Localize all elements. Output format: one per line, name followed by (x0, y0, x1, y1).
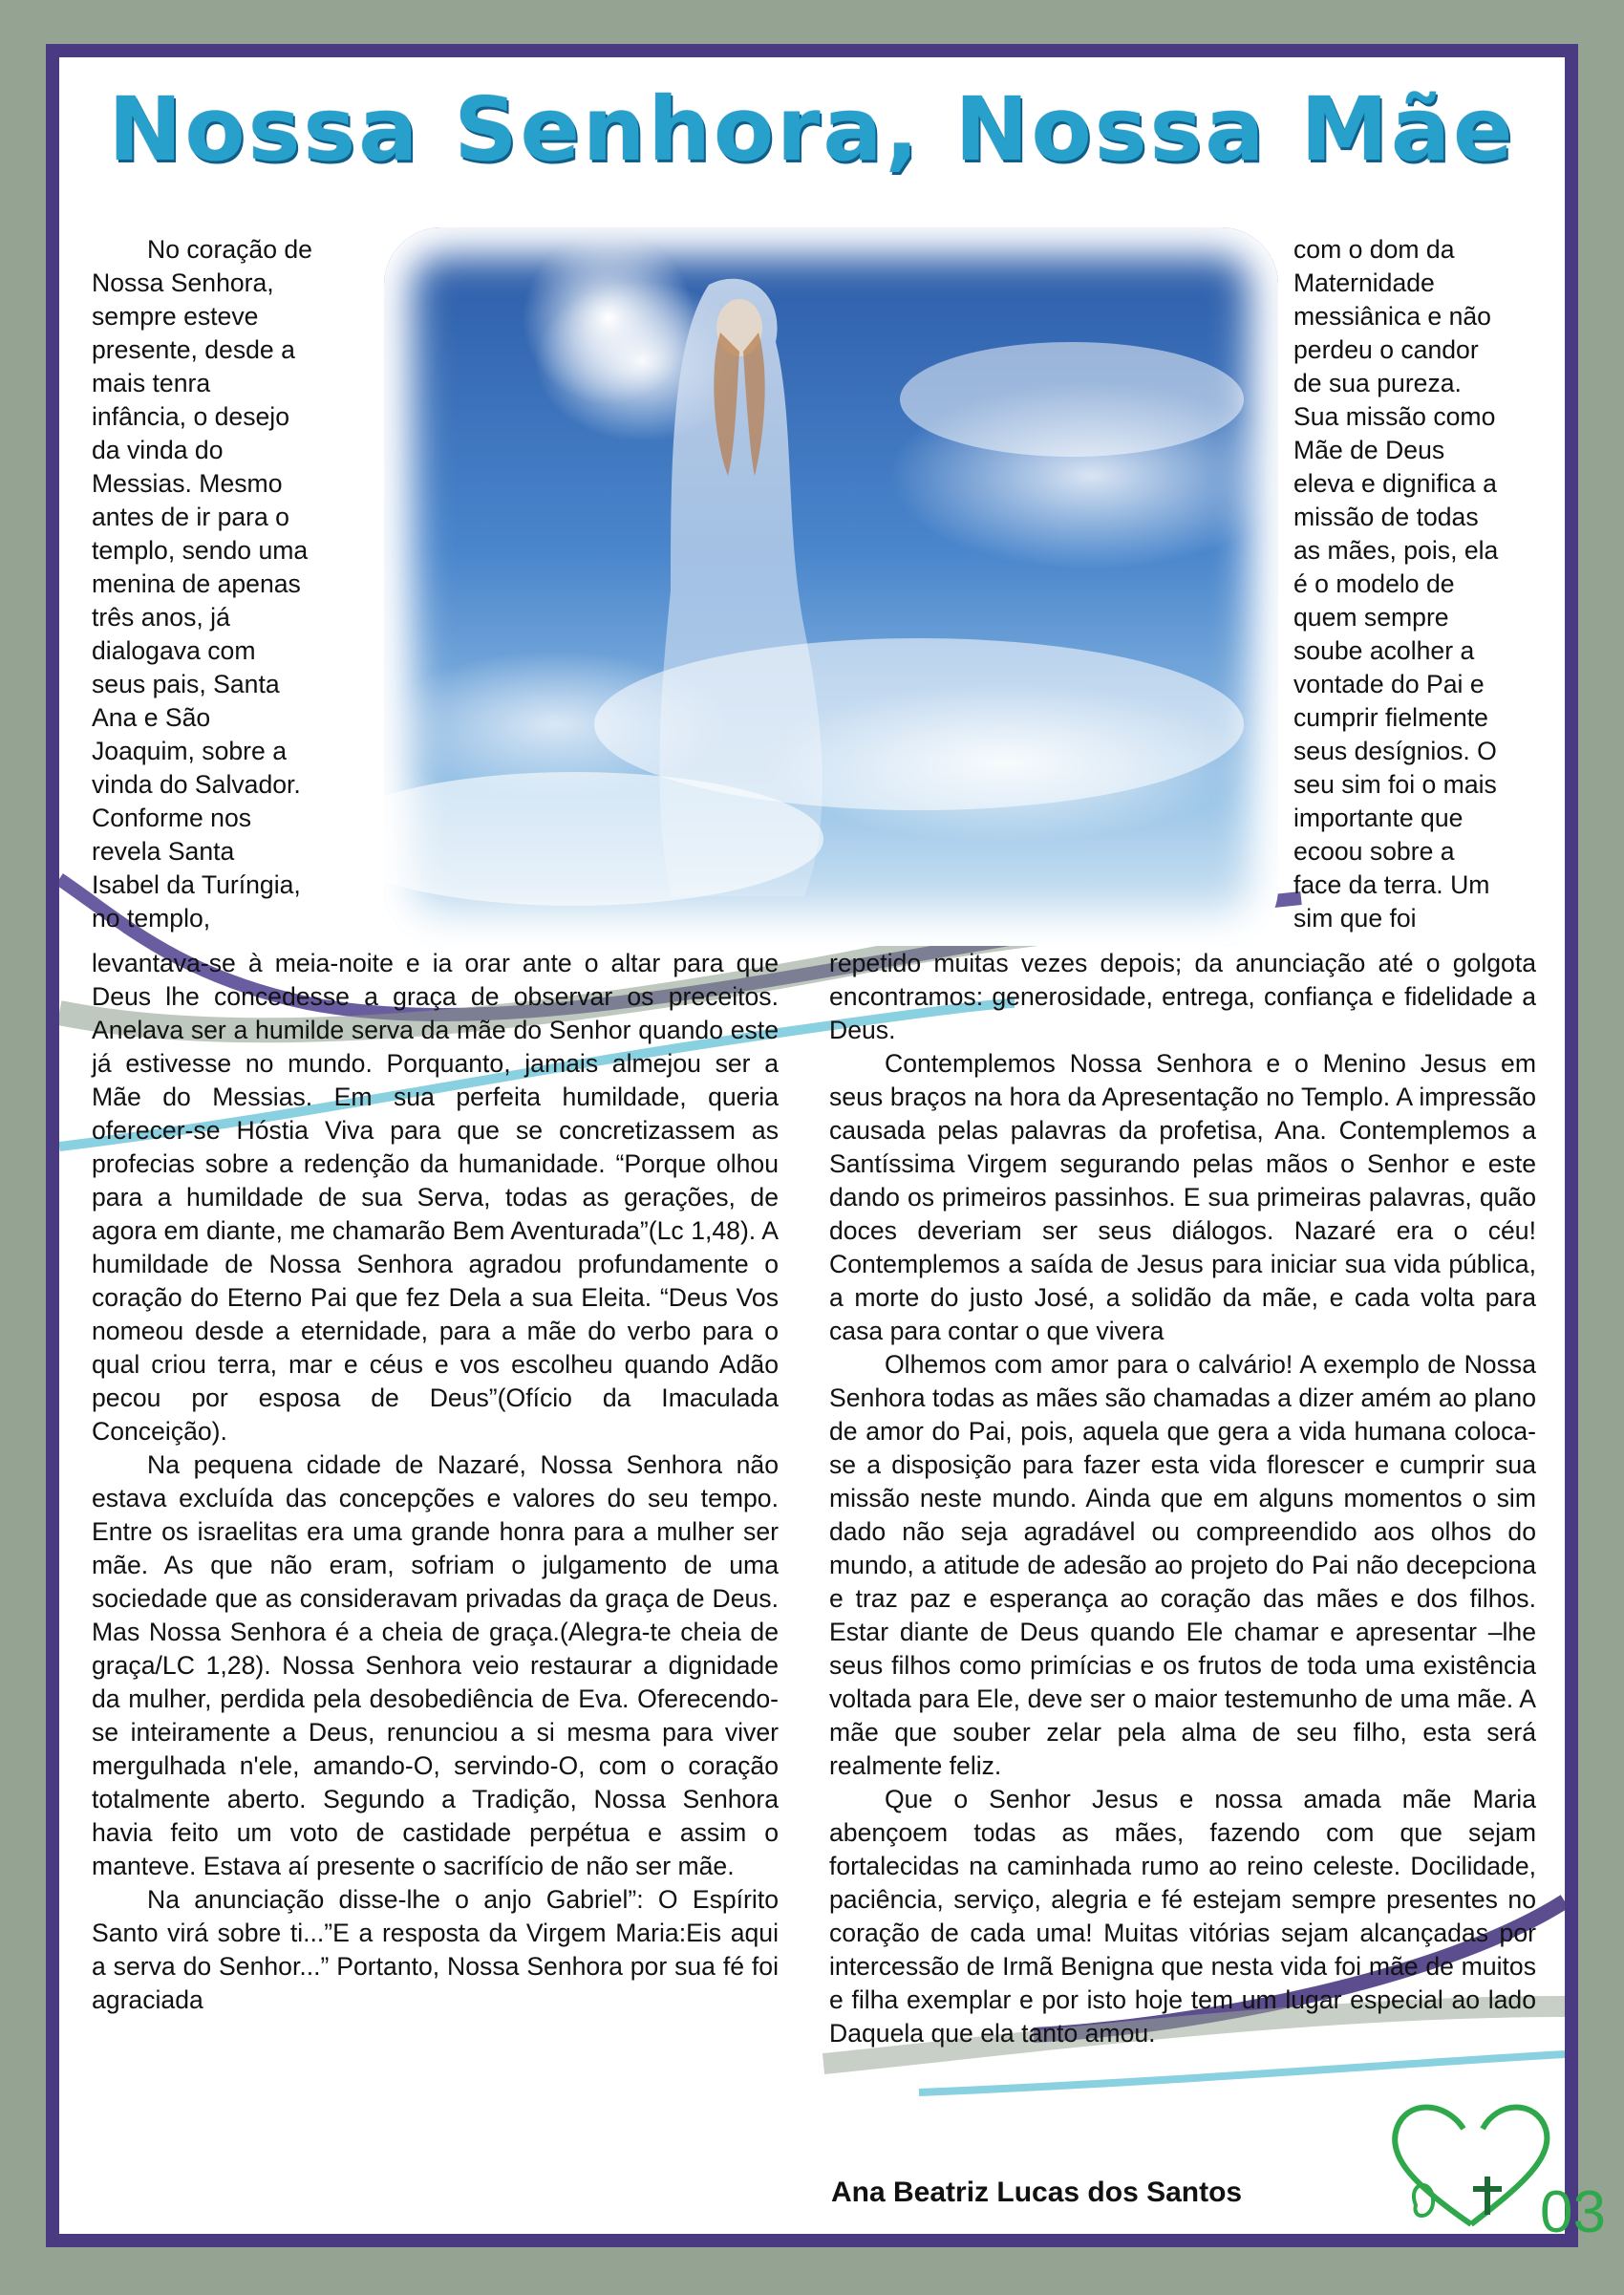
paragraph: Na pequena cidade de Nazaré, Nossa Senhora não estava excluída das concepções e valores do seu tempo. Entre os israelitas era uma grande honra para a mulher ser mãe. As que não eram, sofriam o julgamento de uma sociedade que as consideravam privadas da graça de Deus. Mas Nossa Senhora é a cheia de graça.(Alegra-te cheia de graça/LC 1,28). Nossa Senhora veio restaurar a dignidade da mulher, perdida pela desobediência de Eva. Oferecendo-se inteiramente a Deus, renunciou a si mesma para viver mergulhada n'ele, amando-O, servindo-O, com o coração totalmente aberto. Segundo a Tradição, Nossa Senhora havia feito um voto de castidade perpétua e assim o manteve. Estava aí presente o sacrifício de não ser mãe. (92, 1450, 779, 1880)
wrap-right-line: ecoou sobre a (1293, 837, 1455, 866)
wrap-left-line: no templo, (92, 904, 211, 933)
paragraph: Na anunciação disse-lhe o anjo Gabriel”: O Espírito Santo virá sobre ti...”E a resposta da Virgem Maria:Eis aqui a serva do Senhor...” Portanto, Nossa Senhora por sua fé foi agraciada (92, 1885, 779, 2014)
wrap-right-line: é o modelo de (1293, 569, 1455, 598)
wrap-right-line: Mãe de Deus (1293, 436, 1445, 464)
wrap-right-line: vontade do Pai e (1293, 670, 1485, 698)
wrap-right-line: eleva e dignifica a (1293, 469, 1497, 498)
right-column (829, 947, 1536, 2050)
wrap-right-line: face da terra. Um (1293, 870, 1490, 899)
wrap-left-line: templo, sendo uma (92, 536, 309, 565)
wrap-right-line: de sua pureza. (1293, 369, 1462, 397)
page-number: 03 (1540, 2179, 1606, 2245)
wrap-left-line: da vinda do (92, 436, 224, 464)
right-wrap-column (1293, 233, 1535, 935)
magazine-page (59, 57, 1565, 2234)
wrap-left-line: Ana e São (92, 703, 211, 732)
wrap-left-line: Conforme nos (92, 804, 252, 832)
wrap-right-line: seus desígnios. O (1293, 737, 1497, 765)
paragraph: repetido muitas vezes depois; da anunciação até o golgota encontramos: generosidade, entrega, confiança e fidelidade a Deus. (829, 949, 1536, 1044)
paragraph: Contemplemos Nossa Senhora e o Menino Jesus em seus braços na hora da Apresentação no Templo. A impressão causada pelas palavras da profetisa, Ana. Contemplemos a Santíssima Virgem segurando pelas mãos o Senhor e este dando os primeiros passinhos. E sua primeiras palavras, quão doces deveriam ser seus diálogos. Nazaré era o céu! Contemplemos a saída de Jesus para iniciar sua vida pública, a morte do justo José, a solidão da mãe, e cada volta para casa para contar o que vivera (829, 1049, 1536, 1345)
wrap-left-line: Isabel da Turíngia, (92, 870, 301, 899)
wrap-right-line: messiânica e não (1293, 302, 1491, 331)
wrap-left-line: No coração de (147, 235, 312, 264)
wrap-left-line: presente, desde a (92, 335, 295, 364)
wrap-right-line: com o dom da (1293, 235, 1455, 264)
wrap-left-line: mais tenra (92, 369, 211, 397)
wrap-right-line: soube acolher a (1293, 636, 1475, 665)
wrap-right-line: Sua missão como (1293, 402, 1496, 431)
wrap-left-line: menina de apenas (92, 569, 301, 598)
wrap-left-line: Messias. Mesmo (92, 469, 283, 498)
wrap-left-line: dialogava com (92, 636, 256, 665)
wrap-left-line: seus pais, Santa (92, 670, 280, 698)
heart-cross-logo-icon (1378, 2091, 1565, 2234)
wrap-left-line: vinda do Salvador. (92, 770, 301, 799)
wrap-right-line: perdeu o candor (1293, 335, 1479, 364)
wrap-left-line: infância, o desejo (92, 402, 289, 431)
paragraph: Olhemos com amor para o calvário! A exemplo de Nossa Senhora todas as mães são chamadas a dizer amém ao plano de amor do Pai, pois, aquela que gera a vida humana coloca-se a disposição para fazer esta vida florescer e cumprir sua missão neste mundo. Ainda que em alguns momentos o sim dado não seja agradável ou compreendido aos olhos do mundo, a atitude de adesão ao projeto do Pai não decepciona e traz paz e esperança ao coração das mães e dos filhos. Estar diante de Deus quando Ele chamar e apresentar –lhe seus filhos como primícias e os frutos de toda uma existência voltada para Ele, deve ser o maior testemunho de uma mãe. A mãe que souber zelar pela alma de seu filho, esta será realmente feliz. (829, 1350, 1536, 1780)
wrap-left-line: Nossa Senhora, (92, 268, 274, 297)
wrap-right-line: sim que foi (1293, 904, 1417, 933)
wrap-right-line: seu sim foi o mais (1293, 770, 1497, 799)
wrap-left-line: três anos, já (92, 603, 230, 632)
wrap-left-line: sempre esteve (92, 302, 259, 331)
wrap-right-line: importante que (1293, 804, 1464, 832)
left-column (92, 947, 779, 2017)
paragraph: Que o Senhor Jesus e nossa amada mãe Maria abençoem todas as mães, fazendo com que sejam fortalecidas na caminhada rumo ao reino celeste. Docilidade, paciência, serviço, alegria e fé estejam sempre presentes no coração de cada uma! Muitas vitórias sejam alcançadas por intercessão de Irmã Benigna que nesta vida foi mãe de muitos e filha exemplar e por isto hoje tem um lugar especial ao lado Daquela que ela tanto amou. (829, 1785, 1536, 2048)
author-signature: Ana Beatriz Lucas dos Santos (831, 2177, 1243, 2208)
virgin-mary-in-clouds-illustration-icon (384, 227, 1278, 946)
wrap-right-line: Maternidade (1293, 268, 1435, 297)
wrap-right-line: cumprir fielmente (1293, 703, 1488, 732)
left-wrap-column (92, 233, 345, 935)
paragraph: levantava-se à meia-noite e ia orar ante o altar para que Deus lhe concedesse a graça de observar os preceitos. Anelava ser a humilde serva da mãe do Senhor quando este já estivesse no mundo. Porquanto, jamais almejou ser a Mãe do Messias. Em sua perfeita humildade, queria oferecer-se Hóstia Viva para que se concretizassem as profecias sobre a redenção da humanidade. “Porque olhou para a humildade de sua Serva, todas as gerações, de agora em diante, me chamarão Bem Aventurada”(Lc 1,48). A humildade de Nossa Senhora agradou profundamente o coração do Eterno Pai que fez Dela a sua Eleita. “Deus Vos nomeou desde a eternidade, para a mãe do verbo para o qual criou terra, mar e céus e vos escolheu quando Adão pecou por esposa de Deus”(Ofício da Imaculada Conceição). (92, 949, 779, 1446)
virgin-mary-image (384, 227, 1278, 946)
wrap-left-line: Joaquim, sobre a (92, 737, 287, 765)
wrap-right-line: quem sempre (1293, 603, 1449, 632)
wrap-right-line: as mães, pois, ela (1293, 536, 1499, 565)
wrap-right-line: missão de todas (1293, 503, 1479, 531)
wrap-left-line: antes de ir para o (92, 503, 289, 531)
wrap-left-line: revela Santa (92, 837, 235, 866)
article-title: Nossa Senhora, Nossa Mãe (108, 78, 1516, 181)
